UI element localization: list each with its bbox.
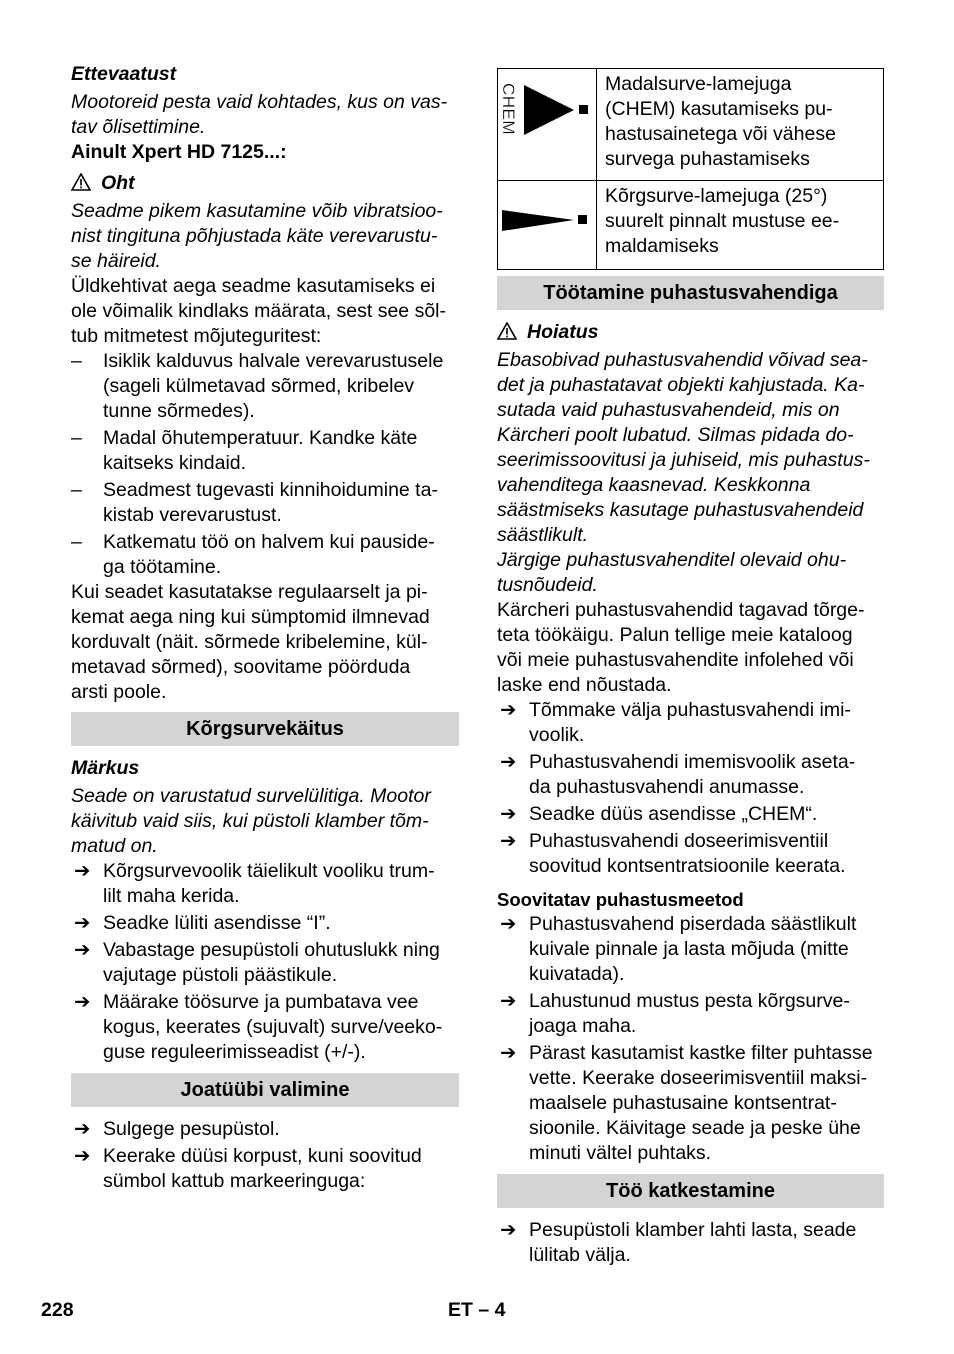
- right-column: [497, 68, 884, 1268]
- list-item: [71, 990, 459, 1065]
- note-title: Märkus: [71, 757, 140, 779]
- section-heading-detergent: Töötamine puhastusvahendiga: [497, 276, 884, 310]
- steps-method: [497, 912, 884, 1166]
- list-item-text: Lahustunud mustus pesta kõrgsurve- joaga maha.: [529, 990, 850, 1037]
- arrow-icon: ➔: [74, 991, 91, 1013]
- nozzle-row-chem: [498, 69, 884, 181]
- list-item-text: Isiklik kalduvus halvale verevarustusele (sageli külmetavad sõrmed, kribelev tunne sõrmedes).: [103, 350, 444, 422]
- high-pressure-jet-icon: [500, 207, 594, 237]
- list-item-text: Pärast kasutamist kastke filter puhtasse vette. Keerake doseerimisventiil maksi- maalsele puhastusaine kontsentrat- sioonile. Käivitage seade ja peske ühe minuti vältel puhtaks.: [529, 1042, 873, 1164]
- dash-bullet: –: [71, 427, 82, 449]
- list-item-text: Katkematu töö on halvem kui pauside- ga töötamine.: [103, 531, 435, 578]
- low-pressure-jet-icon: [520, 83, 592, 137]
- dash-bullet: –: [71, 531, 82, 553]
- arrow-icon: ➔: [500, 830, 517, 852]
- list-item: [71, 426, 459, 476]
- nozzle-table: [497, 68, 884, 270]
- dash-bullet: –: [71, 350, 82, 372]
- method-title: Soovitatav puhastusmeetod: [497, 889, 744, 910]
- arrow-icon: ➔: [74, 860, 91, 882]
- danger-title: Oht: [101, 172, 135, 194]
- list-item-text: Keerake düüsi korpust, kuni soovitud sümbol kattub markeeringuga:: [103, 1145, 422, 1192]
- list-item: [71, 859, 459, 909]
- section-heading-high-pressure: Kõrgsurvekäitus: [71, 712, 459, 746]
- left-column: [71, 62, 459, 1194]
- chem-label: CHEM: [499, 83, 518, 136]
- steps-interrupt: [497, 1218, 884, 1268]
- warning-triangle-icon: [71, 173, 91, 191]
- arrow-icon: ➔: [500, 699, 517, 721]
- list-item: [71, 349, 459, 424]
- list-item: [497, 750, 884, 800]
- danger-text: Seadme pikem kasutamine võib vibratsioo- nist tingituna põhjustada käte verevarustu- se häireid.: [71, 200, 443, 272]
- list-item: [71, 938, 459, 988]
- caution-text: Mootoreid pesta vaid kohtades, kus on vas- tav õlisettimine.: [71, 91, 448, 138]
- note-text: Seade on varustatud survelülitiga. Mootor käivitub vaid siis, kui püstoli klamber tõm- matud on.: [71, 785, 431, 857]
- danger-heading: [71, 171, 459, 196]
- arrow-icon: ➔: [74, 939, 91, 961]
- list-item-text: Madal õhutemperatuur. Kandke käte kaitseks kindaid.: [103, 427, 418, 474]
- list-item-text: Sulgege pesupüstol.: [103, 1118, 280, 1140]
- model-note: Ainult Xpert HD 7125...:: [71, 141, 287, 163]
- list-item-text: Tõmmake välja puhastusvahendi imi- voolik.: [529, 699, 851, 746]
- caution-title: Ettevaatust: [71, 63, 177, 85]
- list-item: [497, 829, 884, 879]
- list-item-text: Puhastusvahendi imemisvoolik aseta- da puhastusvahendi anumasse.: [529, 751, 856, 798]
- list-item: [71, 1144, 459, 1194]
- list-item: [497, 698, 884, 748]
- nozzle-row-25deg: [498, 181, 884, 270]
- section-heading-interrupt: Töö katkestamine: [497, 1174, 884, 1208]
- list-item-text: Puhastusvahendi doseerimisventiil soovitud kontsentratsioonile keerata.: [529, 830, 846, 877]
- steps-detergent: [497, 698, 884, 879]
- warning-triangle-icon: [497, 322, 517, 340]
- list-item-text: Vabastage pesupüstoli ohutuslukk ning vajutage püstoli päästikule.: [103, 939, 440, 986]
- page-number: 228: [41, 1299, 74, 1321]
- warning-text: Ebasobivad puhastusvahendid võivad sea- det ja puhastatavat objekti kahjustada. Ka- sutada vaid puhastusvahendeid, mis on Kärcheri poolt lubatud. Silmas pidada do- seerimissoovitusi ja juhiseid, mis puhastus- vahenditega kaasnevad. Keskkonna säästmiseks kasutage puhastusvahendeid säästlikult. Järgige puhastusvahenditel olevaid ohu- tusnõudeid.: [497, 349, 870, 596]
- nozzle-desc-25deg: Kõrgsurve-lamejuga (25°) suurelt pinnalt mustuse ee- maldamiseks: [597, 181, 884, 270]
- list-item: [497, 989, 884, 1039]
- factor-list: [71, 349, 459, 580]
- list-item-text: Kõrgsurvevoolik täielikult vooliku trum- lilt maha kerida.: [103, 860, 435, 907]
- nozzle-desc-chem: Madalsurve-lamejuga (CHEM) kasutamiseks pu- hastusainetega või vähese survega puhastamiseks: [597, 69, 884, 181]
- intro-text: Üldkehtivat aega seadme kasutamiseks ei ole võimalik kindlaks määrata, sest see sõl- tub mitmetest mõjuteguritest:: [71, 275, 446, 347]
- list-item: [497, 802, 884, 827]
- warning-heading: [497, 320, 884, 345]
- nozzle-symbol-25deg: [498, 181, 597, 270]
- list-item: [497, 1218, 884, 1268]
- nozzle-symbol-chem: [498, 69, 597, 181]
- arrow-icon: ➔: [500, 1042, 517, 1064]
- arrow-icon: ➔: [500, 913, 517, 935]
- warning-title: Hoiatus: [527, 321, 599, 343]
- info-text: Kärcheri puhastusvahendid tagavad tõrge- teta töökäigu. Palun tellige meie kataloog või meie puhastusvahendite infolehed või laske end nõustada.: [497, 599, 865, 696]
- list-item: [497, 912, 884, 987]
- section-heading-spray-type: Joatüübi valimine: [71, 1073, 459, 1107]
- arrow-icon: ➔: [74, 912, 91, 934]
- steps-spray-type: [71, 1117, 459, 1194]
- list-item: [71, 478, 459, 528]
- list-item: [71, 911, 459, 936]
- list-item-text: Pesupüstoli klamber lahti lasta, seade lülitab välja.: [529, 1219, 857, 1266]
- arrow-icon: ➔: [500, 803, 517, 825]
- list-item-text: Seadke lüliti asendisse “I”.: [103, 912, 331, 934]
- arrow-icon: ➔: [500, 751, 517, 773]
- arrow-icon: ➔: [74, 1118, 91, 1140]
- steps-high-pressure: [71, 859, 459, 1065]
- arrow-icon: ➔: [500, 1219, 517, 1241]
- list-item-text: Seadmest tugevasti kinnihoidumine ta- kistab verevarustust.: [103, 479, 438, 526]
- list-item-text: Puhastusvahend piserdada säästlikult kuivale pinnale ja lasta mõjuda (mitte kuivatada).: [529, 913, 857, 985]
- dash-bullet: –: [71, 479, 82, 501]
- arrow-icon: ➔: [74, 1145, 91, 1167]
- advice-text: Kui seadet kasutatakse regulaarselt ja pi- kemat aega ning kui sümptomid ilmnevad korduvalt (näit. sõrmede kribelemine, kül- metavad sõrmed), soovitame pöörduda arsti poole.: [71, 581, 430, 703]
- list-item: [71, 530, 459, 580]
- list-item-text: Seadke düüs asendisse „CHEM“.: [529, 803, 818, 825]
- language-page-label: ET – 4: [448, 1299, 506, 1321]
- list-item-text: Määrake töösurve ja pumbatava vee kogus, keerates (sujuvalt) surve/veeko- guse reguleerimisseadist (+/-).: [103, 991, 443, 1063]
- list-item: [71, 1117, 459, 1142]
- list-item: [497, 1041, 884, 1166]
- arrow-icon: ➔: [500, 990, 517, 1012]
